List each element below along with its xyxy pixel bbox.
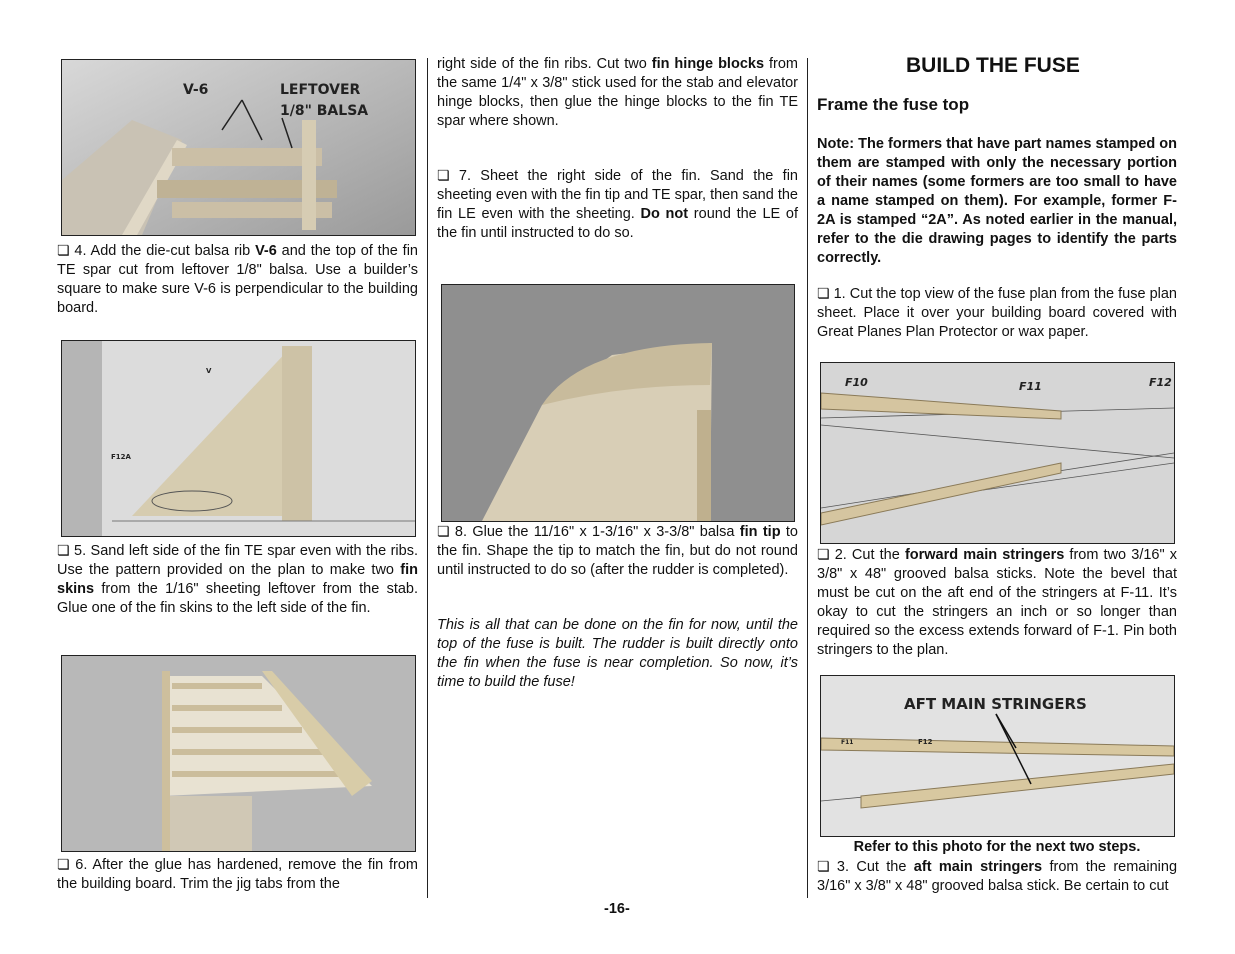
step-7: ❏ 7. Sheet the right side of the fin. Sand the fin sheeting even with the fin tip and TE spar, then sand the fin LE even with the sheeting. Do not round the LE of the fin until instructed to do so. [437, 168, 798, 241]
photo-v6-rib [61, 59, 416, 236]
column-divider-right [807, 58, 808, 898]
step-3: ❏ 3. Cut the aft main stringers from the remaining 3/16" x 3/8" x 48" grooved balsa stick. Be certain to cut [817, 859, 1178, 894]
photo2-label-f12a: F12A [111, 453, 131, 461]
checkbox-icon[interactable]: ❏ [437, 524, 450, 540]
checkbox-icon[interactable]: ❏ [817, 286, 830, 302]
fin-note: This is all that can be done on the fin for now, until the top of the fuse is built. The rudder is built directly onto the fin when the fuse is near completion. So now, it’s time to build the fuse! [437, 617, 798, 690]
formers-note: Note: The formers that have part names stamped on them are stamped with only the necessary portion of their names (some formers are too small to have a name stamped on them). For example, former F-2A is stamped “2A”. As noted earlier in the manual, refer to the die drawing pages to identify the parts correctly. [817, 136, 1177, 266]
step-4: ❏ 4. Add the die-cut balsa rib V-6 and the top of the fin TE spar cut from leftover 1/8" balsa. Use a builder’s square to make sure V-6 is perpendicular to the building board. [57, 243, 418, 316]
checkbox-icon[interactable]: ❏ [817, 859, 830, 875]
step-6: ❏ 6. After the glue has hardened, remove the fin from the building board. Trim the jig tabs from the [57, 857, 418, 892]
checkbox-icon[interactable]: ❏ [57, 243, 70, 259]
checkbox-icon[interactable]: ❏ [437, 168, 450, 184]
photo-fin-skin [61, 340, 416, 537]
step-6-continued: right side of the fin ribs. Cut two fin hinge blocks from the same 1/4" x 3/8" stick used for the stab and elevator hinge blocks, then glue the hinge blocks to the fin TE spar where shown. [437, 56, 798, 129]
section-heading: BUILD THE FUSE [906, 54, 1080, 77]
photo-caption: Refer to this photo for the next two steps. [853, 839, 1141, 855]
photo1-label-leftover: LEFTOVER [280, 82, 361, 98]
photo4-label-f12: F12 [1149, 376, 1172, 389]
photo-aft-stringers [820, 675, 1175, 837]
photo4-label-f10: F10 [845, 376, 868, 389]
checkbox-icon[interactable]: ❏ [57, 543, 70, 559]
photo5-label-f11: F11 [841, 739, 854, 746]
photo5-label-f12: F12 [918, 738, 933, 746]
photo-fin-tip [441, 284, 795, 522]
step-2: ❏ 2. Cut the forward main stringers from two 3/16" x 3/8" x 48" grooved balsa sticks. Note the bevel that must be cut on the aft end of the stringers at F-11. It’s okay to cut the stringers an inch or so longer than required so the excess extends forward of F-1. Pin both stringers to the plan. [817, 547, 1178, 658]
step-1: ❏ 1. Cut the top view of the fuse plan from the fuse plan sheet. Place it over your building board covered with Great Planes Plan Protector or wax paper. [817, 286, 1177, 340]
subsection-heading: Frame the fuse top [817, 95, 970, 114]
photo2-label-v: V [206, 367, 212, 375]
photo4-label-f11: F11 [1019, 380, 1042, 393]
photo1-label-balsa: 1/8" BALSA [280, 103, 369, 119]
page-number: -16- [604, 901, 630, 917]
step-5: ❏ 5. Sand left side of the fin TE spar even with the ribs. Use the pattern provided on the plan to make two fin skins from the 1/16" sheeting leftover from the stab. Glue one of the fin skins to the left side of the fin. [57, 543, 418, 616]
step-8: ❏ 8. Glue the 11/16" x 1-3/16" x 3-3/8" balsa fin tip to the fin. Shape the tip to match the fin, but do not round until instructed to do so (after the rudder is completed). [437, 524, 798, 578]
photo1-label-v6: V-6 [183, 82, 209, 98]
photo-forward-stringers [820, 362, 1175, 544]
checkbox-icon[interactable]: ❏ [817, 547, 830, 563]
column-divider-left [427, 58, 428, 898]
checkbox-icon[interactable]: ❏ [57, 857, 70, 873]
photo-fin-frame [61, 655, 416, 852]
photo5-label: AFT MAIN STRINGERS [904, 695, 1087, 713]
